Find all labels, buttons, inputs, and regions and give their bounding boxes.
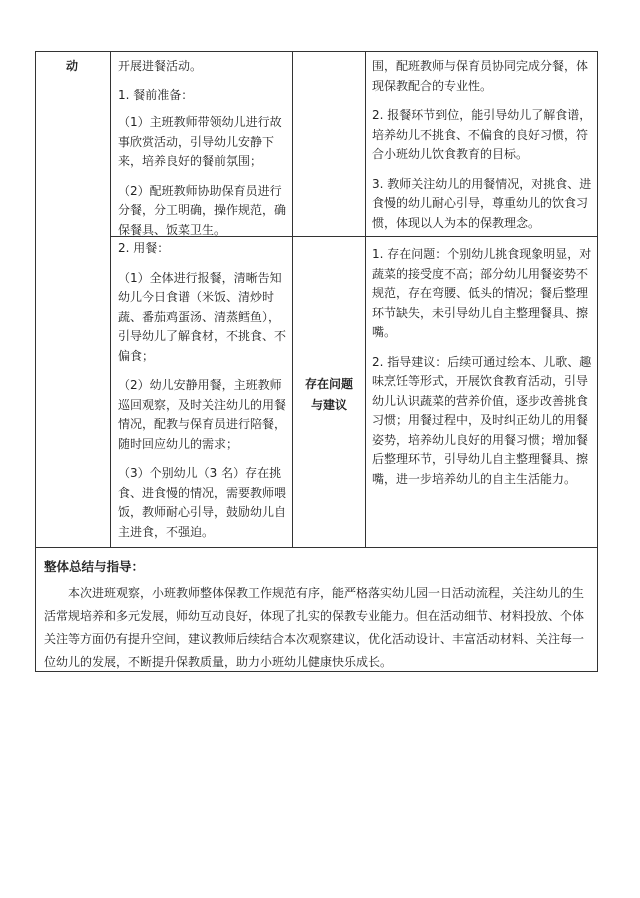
issues-text	[372, 245, 592, 489]
table-border-top	[35, 51, 598, 52]
col-divider-1	[110, 51, 111, 547]
summary-title: 整体总结与指导：	[44, 559, 145, 574]
table-border-right	[597, 51, 598, 672]
prep-item: （2）配班教师协助保育员进行分餐，分工明确，操作规范，确保餐具、饭菜卫生。	[118, 183, 287, 237]
issues-label	[293, 374, 365, 416]
prep-title: 1. 餐前准备：	[118, 87, 194, 102]
row-divider-issues	[292, 236, 598, 237]
meal-activity-text	[118, 57, 288, 240]
meal-item: （2）幼儿安静用餐，主班教师巡回观察，及时关注幼儿的用餐情况，配教与保育员进行陪餐，随时回应幼儿的需求；	[118, 378, 287, 451]
summary-text	[44, 582, 590, 674]
highlight-cont: 围，配班教师与保育员协同完成分餐，体现保教配合的专业性。	[372, 59, 589, 93]
issue-item: 1. 存在问题：个别幼儿挑食现象明显，对蔬菜的接受度不高；部分幼儿用餐姿势不规范，存在弯腰、低头的情况；餐后整理环节缺失，未引导幼儿自主整理餐具、擦嘴。	[372, 247, 592, 339]
activity-label: 动	[66, 59, 79, 73]
highlight-item: 2. 报餐环节到位，能引导幼儿了解食谱，培养幼儿不挑食、不偏食的良好习惯，符合小班幼儿饮食教育的目标。	[372, 108, 592, 161]
highlights-text	[372, 57, 592, 233]
row-divider-summary	[35, 547, 598, 548]
meal-title: 2. 用餐：	[118, 241, 170, 255]
table-border-left	[35, 51, 36, 672]
meal-process-text	[118, 239, 288, 542]
issues-label-line2: 与建议	[310, 398, 347, 412]
highlight-item: 3. 教师关注幼儿的用餐情况，对挑食、进食慢的幼儿耐心引导，尊重幼儿的饮食习惯，体现以人为本的保教理念。	[372, 176, 592, 230]
meal-intro: 开展进餐活动。	[118, 59, 203, 73]
prep-item: （1）主班教师带领幼儿进行故事欣赏活动，引导幼儿安静下来，培养良好的餐前氛围；	[118, 115, 282, 168]
meal-item: （1）全体进行报餐，清晰告知幼儿今日食谱（米饭、清炒时蔬、番茄鸡蛋汤、清蒸鳕鱼），引导幼儿了解食材，不挑食、不偏食；	[118, 270, 287, 363]
summary-body: 本次进班观察，小班教师整体保教工作规范有序，能严格落实幼儿园一日活动流程，关注幼儿的生活常规培养和多元发展，师幼互动良好，体现了扎实的保教专业能力。但在活动细节、材料投放、个体关注等方面仍有提升空间，建议教师后续结合本次观察建议，优化活动设计、丰富活动材料、关注每一位幼儿的发展，不断提升保教质量，助力小班幼儿健康快乐成长。	[44, 586, 585, 669]
issue-item: 2. 指导建议：后续可通过绘本、儿歌、趣味烹饪等形式，开展饮食教育活动，引导幼儿认识蔬菜的营养价值，逐步改善挑食习惯；用餐过程中，及时纠正幼儿的用餐姿势，培养幼儿良好的用餐习惯；增加餐后整理环节，引导幼儿自主整理餐具、擦嘴，进一步培养幼儿的自主生活能力。	[372, 354, 592, 486]
issues-label-line1: 存在问题	[304, 377, 353, 391]
meal-item: （3）个别幼儿（3 名）存在挑食、进食慢的情况，需要教师喂饭，教师耐心引导，鼓励幼儿自主进食，不强迫。	[118, 466, 287, 539]
col-divider-2	[292, 51, 293, 547]
col-divider-3	[365, 51, 366, 547]
